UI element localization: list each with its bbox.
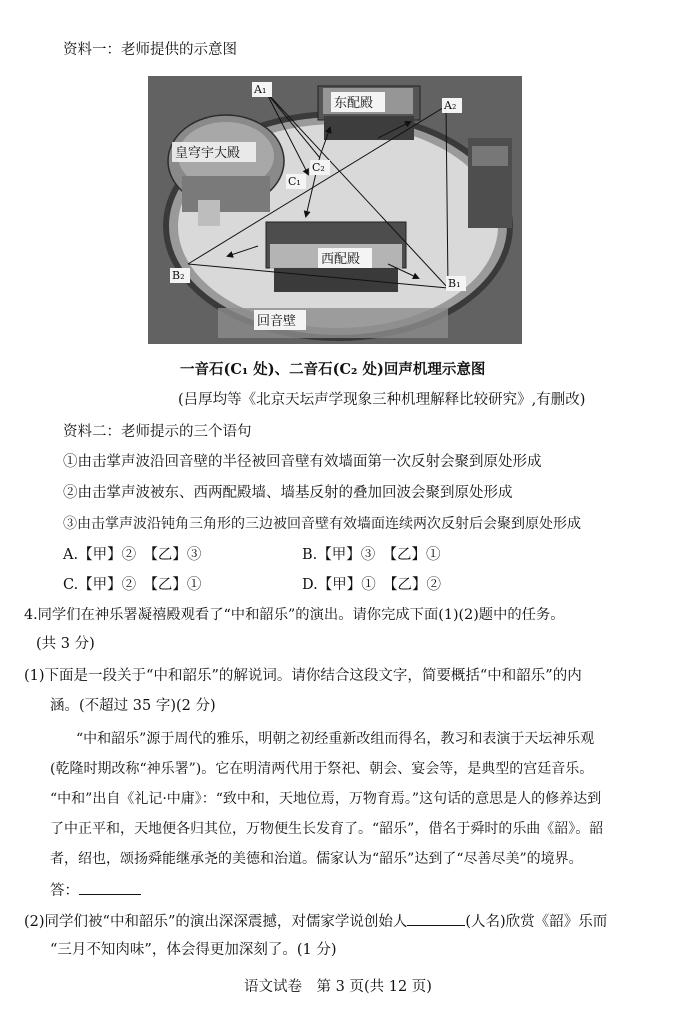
q4-sub1-line2: 涵。(不超过 35 字)(2 分) xyxy=(50,698,216,714)
statement-1: ①由击掌声波沿回音壁的半径被回音壁有效墙面第一次反射会聚到原处形成 xyxy=(63,454,542,470)
option-a: A.【甲】② 【乙】③ xyxy=(63,547,202,563)
option-b: B.【甲】③ 【乙】① xyxy=(302,547,441,563)
option-d: D.【甲】① 【乙】② xyxy=(302,577,441,593)
q4-sub2-line2: “三月不知肉味”，体会得更加深刻了。(1 分) xyxy=(50,942,337,958)
page-footer: 语文试卷 第 3 页(共 12 页) xyxy=(244,979,432,995)
label-west-hall: 西配殿 xyxy=(321,252,361,267)
label-echo-wall: 回音壁 xyxy=(257,314,297,329)
passage-line-5: 者，绍也，颂扬舜能继承尧的美德和治道。儒家认为“韶乐”达到了“尽善尽美”的境界。 xyxy=(50,851,583,867)
answer-blank[interactable] xyxy=(79,880,141,895)
answer-label: 答： xyxy=(50,883,79,899)
passage-line-2: (乾隆时期改称“神乐署”)。它在明清两代用于祭祀、朝会、宴会等，是典型的宫廷音乐。 xyxy=(50,761,594,777)
answer-line xyxy=(50,880,141,901)
q4-line1: 4.同学们在神乐署凝禧殿观看了“中和韶乐”的演出。请你完成下面(1)(2)题中的任务。 xyxy=(24,607,565,623)
figure-source: (吕厚均等《北京天坛声学现象三种机理解释比较研究》,有删改) xyxy=(178,392,586,408)
point-c2: C₂ xyxy=(312,161,325,174)
material2-title: 资料二：老师提示的三个语句 xyxy=(63,424,252,440)
q4-sub2-line1 xyxy=(24,911,607,932)
passage-line-1: “中和韶乐”源于周代的雅乐，明朝之初经重新改组而得名，教习和表演于天坛神乐观 xyxy=(76,731,595,747)
east-hall-body xyxy=(324,116,414,140)
label-main-hall: 皇穹宇大殿 xyxy=(175,146,241,161)
point-a2: A₂ xyxy=(444,99,457,112)
main-hall-base xyxy=(182,176,270,212)
point-b1: B₁ xyxy=(448,277,461,290)
statement-3: ③由击掌声波沿钝角三角形的三边被回音壁有效墙面连续两次反射后会聚到原处形成 xyxy=(63,516,581,532)
q4-sub2-text-a: (2)同学们被“中和韶乐”的演出深深震撼，对儒家学说创始人 xyxy=(24,914,408,930)
label-east-hall: 东配殿 xyxy=(334,96,374,111)
passage-line-3: “中和”出自《礼记·中庸》：“致中和，天地位焉，万物育焉。”这句话的意思是人的修养达到 xyxy=(50,791,602,807)
option-c: C.【甲】② 【乙】① xyxy=(63,577,202,593)
figure-caption: 一音石(C₁ 处)、二音石(C₂ 处)回声机理示意图 xyxy=(180,361,486,378)
west-hall-body xyxy=(274,268,398,292)
passage-line-4: 了中正平和，天地便各归其位，万物便生长发育了。“韶乐”，借名于舜时的乐曲《韶》。韶 xyxy=(50,821,604,837)
echo-wall-diagram xyxy=(148,76,522,344)
q4-sub2-text-b: (人名)欣赏《韶》乐而 xyxy=(465,914,608,930)
point-a1: A₁ xyxy=(254,83,267,96)
statement-2: ②由击掌声波被东、西两配殿墙、墙基反射的叠加回波会聚到原处形成 xyxy=(63,485,513,501)
point-b2: B₂ xyxy=(172,269,185,282)
material1-title: 资料一：老师提供的示意图 xyxy=(63,42,237,58)
person-name-blank[interactable] xyxy=(407,911,465,926)
q4-sub1-line1: (1)下面是一段关于“中和韶乐”的解说词。请你结合这段文字，简要概括“中和韶乐”的内 xyxy=(24,668,582,684)
point-c1: C₁ xyxy=(288,175,301,188)
q4-line2: (共 3 分) xyxy=(36,636,95,652)
